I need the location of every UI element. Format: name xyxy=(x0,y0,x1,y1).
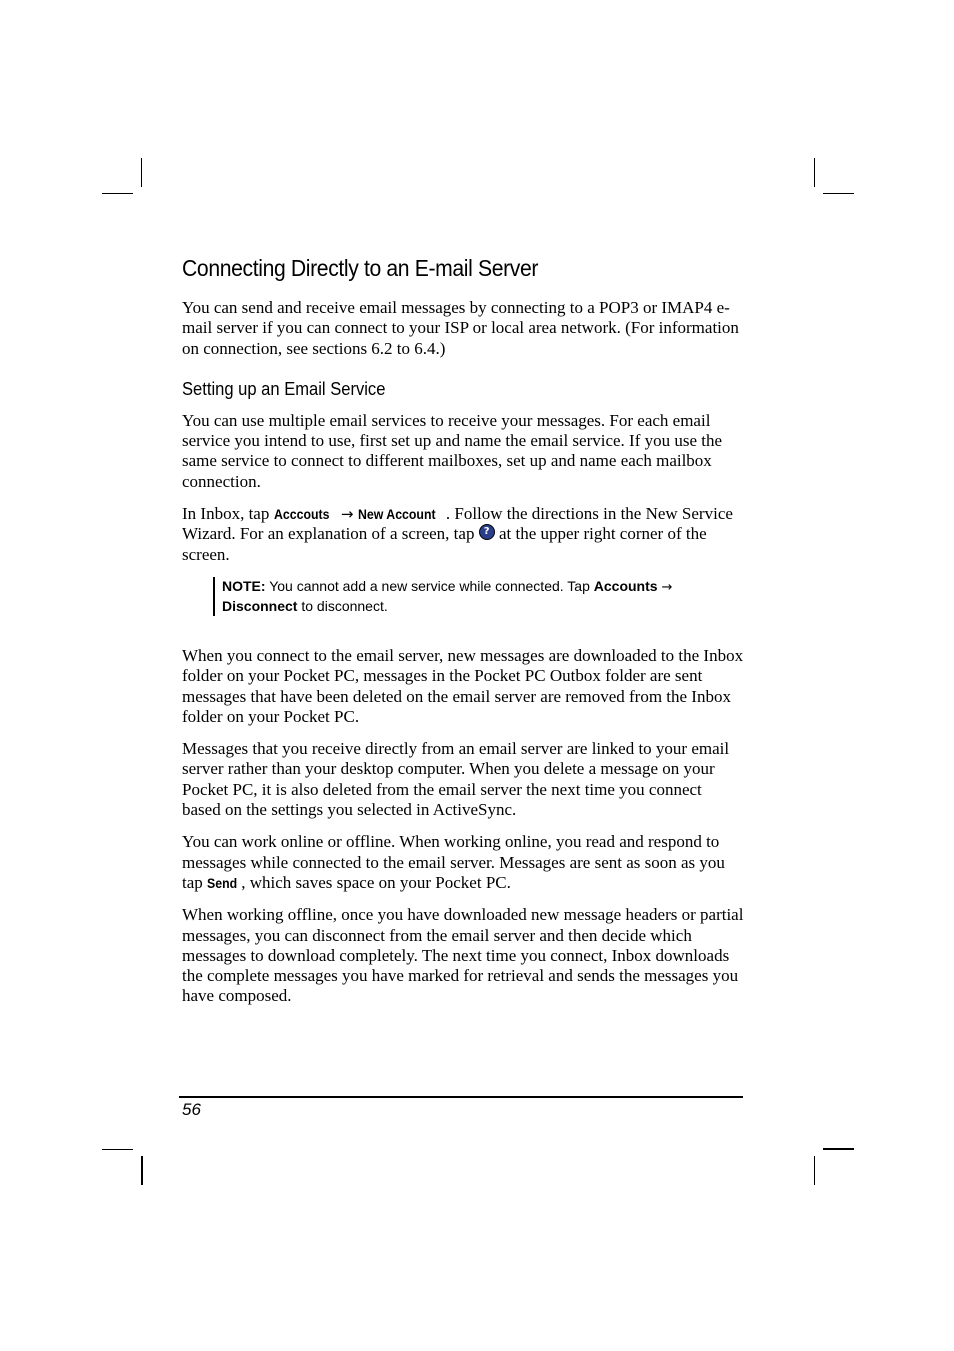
paragraph-online-offline: You can work online or offline. When working online, you read and respond to messages while connected to the email server. Messages are sent as soon as you tap Send , which saves space on your Pocket PC. xyxy=(182,832,725,892)
crop-mark-bottom-left-horizontal xyxy=(102,1149,133,1150)
ui-term-accounts: Accounts xyxy=(593,577,658,594)
paragraph-multiple-services: You can use multiple email services to receive your messages. For each email service you intend to use, first set up and name the email service. If you use the same service to connect to different mailboxes, set up and name each mailbox connection. xyxy=(182,410,723,491)
intro-paragraph: You can send and receive email messages by connecting to a POP3 or IMAP4 e-mail server if you can connect to your ISP or local area network. (For information on connection, see sections 6.2 to 6.4.) xyxy=(182,298,739,358)
paragraph-linked-messages: Messages that you receive directly from an email server are linked to your email server rather than your desktop computer. When you delete a message on your Pocket PC, it is also deleted from the email server the next time you connect based on the settings you selected in ActiveSync. xyxy=(182,739,730,820)
note-box: NOTE: You cannot add a new service while connected. Tap Accounts → Disconnect to disconnect. xyxy=(213,577,744,616)
crop-mark-top-left-horizontal xyxy=(102,193,133,194)
page-content xyxy=(182,252,744,1019)
crop-mark-bottom-right-vertical xyxy=(814,1156,815,1185)
ui-term-accounts: Acccouts xyxy=(273,506,330,523)
help-icon xyxy=(479,524,495,540)
arrow-right-icon: → xyxy=(340,505,354,524)
note-label: NOTE: xyxy=(222,577,266,594)
footer-rule xyxy=(179,1096,743,1098)
page-number: 56 xyxy=(182,1100,201,1119)
crop-mark-bottom-left-vertical xyxy=(141,1156,143,1185)
crop-mark-top-right-vertical xyxy=(814,158,815,187)
ui-term-disconnect: Disconnect xyxy=(222,597,298,614)
crop-mark-bottom-right-horizontal xyxy=(823,1148,854,1150)
ui-term-send: Send xyxy=(207,874,238,891)
subsection-heading: Setting up an Email Service xyxy=(182,378,386,399)
crop-mark-top-left-vertical xyxy=(141,158,142,187)
arrow-right-icon: → xyxy=(661,579,673,595)
paragraph-inbox-instructions: In Inbox, tap Acccouts → New Account . Follow the directions in the New Service Wizard. For an explanation of a screen, tap ? at the upper right corner of the screen. xyxy=(182,504,744,565)
paragraph-working-offline: When working offline, once you have downloaded new message headers or partial messages, you can disconnect from the email server and then decide which messages to download completely. The next time you connect, Inbox downloads the complete messages you have marked for retrieval and sends the messages you have composed. xyxy=(182,905,744,1006)
crop-mark-top-right-horizontal xyxy=(823,193,854,194)
paragraph-connect-download: When you connect to the email server, new messages are downloaded to the Inbox folder on your Pocket PC, messages in the Pocket PC Outbox folder are sent messages that have been deleted on the email server are removed from the Inbox folder on your Pocket PC. xyxy=(182,645,744,726)
section-heading: Connecting Directly to an E-mail Server xyxy=(182,255,539,281)
ui-term-new-account: New Account xyxy=(357,506,436,523)
